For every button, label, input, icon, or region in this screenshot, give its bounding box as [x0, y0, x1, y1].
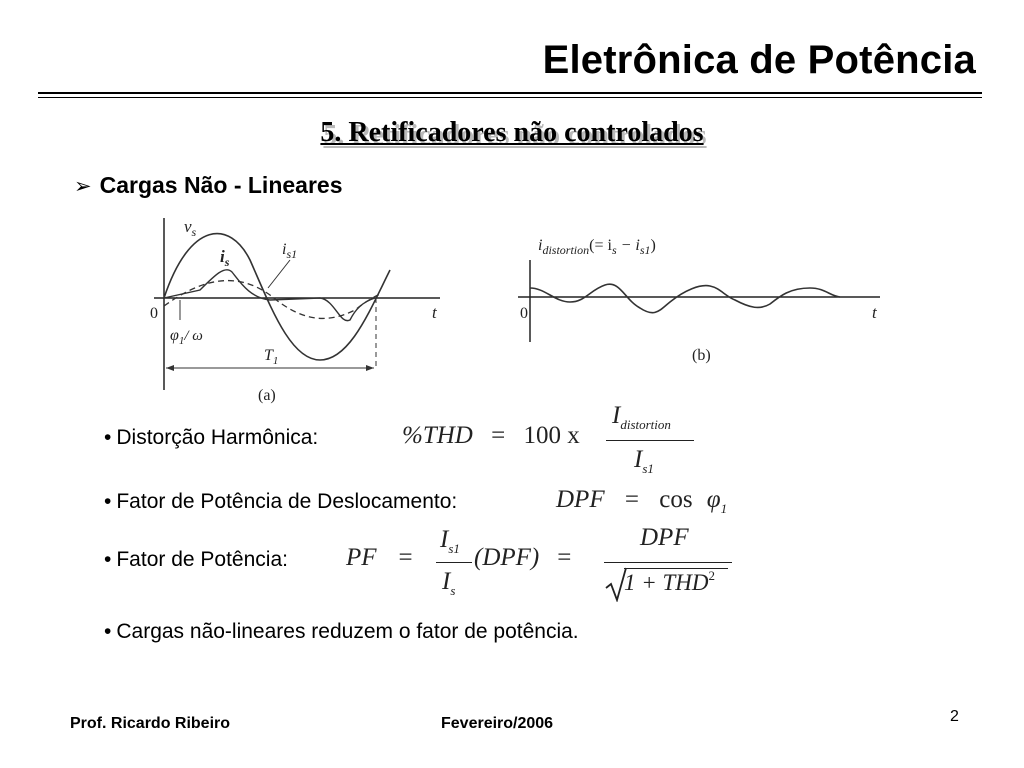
thd-fraction-den: $I_{s1}$	[634, 446, 654, 476]
bullet-pf	[104, 548, 288, 572]
fig-b-label-t: t	[872, 303, 877, 322]
formula-thd	[402, 422, 580, 450]
page-title: Eletrônica de Potência	[542, 38, 976, 82]
pf-frac1-den: $I_s$	[442, 568, 456, 598]
pf-frac1-line	[436, 562, 472, 563]
bullet-dot: •	[104, 490, 112, 513]
subtitle-text: Cargas Não - Lineares	[99, 172, 343, 198]
figure-a	[140, 210, 460, 410]
thd-lhs: %THD	[402, 422, 473, 449]
thd-coef: 100 x	[523, 422, 580, 449]
bullet-dot: •	[104, 548, 112, 571]
dpf-phi: φ	[706, 486, 721, 513]
pf-frac2-den: $1 + THD^2$	[624, 568, 716, 595]
bullet-thd	[104, 426, 318, 450]
thd-fraction-num: $I_{distortion}$	[612, 402, 671, 432]
fig-a-label-vs: $v_s$	[184, 217, 197, 239]
bullet-conclusion	[104, 620, 579, 644]
page-number: 2	[950, 708, 959, 725]
bullet-text: Cargas não-lineares reduzem o fator de potência.	[116, 620, 579, 643]
pf-frac2-num: DPF	[640, 524, 689, 551]
section-title: 5. Retificadores não controlados	[320, 117, 704, 148]
arrow-right-icon: ➢	[74, 175, 92, 198]
figure-b	[510, 230, 890, 370]
thd-eq: =	[491, 422, 506, 449]
fig-b-label: $i_{distortion}(= i_s - i_{s1})$	[538, 237, 656, 257]
fig-b-label-zero: 0	[520, 305, 528, 322]
header-rule-thin	[38, 97, 982, 98]
fig-a-arrow-right	[366, 365, 374, 371]
pf-paren-eq: (DPF) =	[474, 544, 572, 571]
pf-frac1-num: $I_{s1}$	[440, 526, 460, 556]
fig-a-caption: (a)	[258, 387, 276, 404]
subtitle	[74, 172, 342, 199]
fig-b-caption: (b)	[692, 347, 711, 364]
bullet-dot: •	[104, 426, 112, 449]
header-rule	[38, 92, 982, 94]
dpf-lhs: DPF	[556, 486, 605, 513]
footer-author: Prof. Ricardo Ribeiro	[70, 715, 231, 732]
dpf-cos: cos	[659, 486, 693, 513]
footer-date: Fevereiro/2006	[441, 715, 554, 732]
fig-a-label-zero: 0	[150, 305, 158, 322]
thd-fraction-line	[606, 440, 694, 441]
pf-lhs: PF =	[346, 544, 413, 571]
bullet-text: Fator de Potência de Deslocamento:	[116, 490, 458, 513]
bullet-dot: •	[104, 620, 112, 643]
fig-a-is1-leader	[268, 260, 290, 288]
fig-a-label-t: t	[432, 303, 437, 322]
dpf-phi-sub: 1	[720, 501, 728, 516]
formula-dpf	[556, 486, 727, 514]
fig-a-label-is: $i_s$	[220, 247, 230, 269]
bullet-text: Distorção Harmônica:	[116, 426, 319, 449]
fig-a-arrow-left	[166, 365, 174, 371]
fig-a-label-phi: $\varphi_1/$ ω	[170, 327, 203, 347]
bullet-text: Fator de Potência:	[116, 548, 288, 571]
bullet-dpf	[104, 490, 457, 514]
fig-a-label-is1: $i_{s1}$	[282, 241, 298, 261]
dpf-eq: =	[624, 486, 639, 513]
pf-frac2-line	[604, 562, 732, 563]
fig-a-label-T1: $T_1$	[264, 347, 279, 367]
fig-b-distortion-curve	[530, 284, 840, 312]
